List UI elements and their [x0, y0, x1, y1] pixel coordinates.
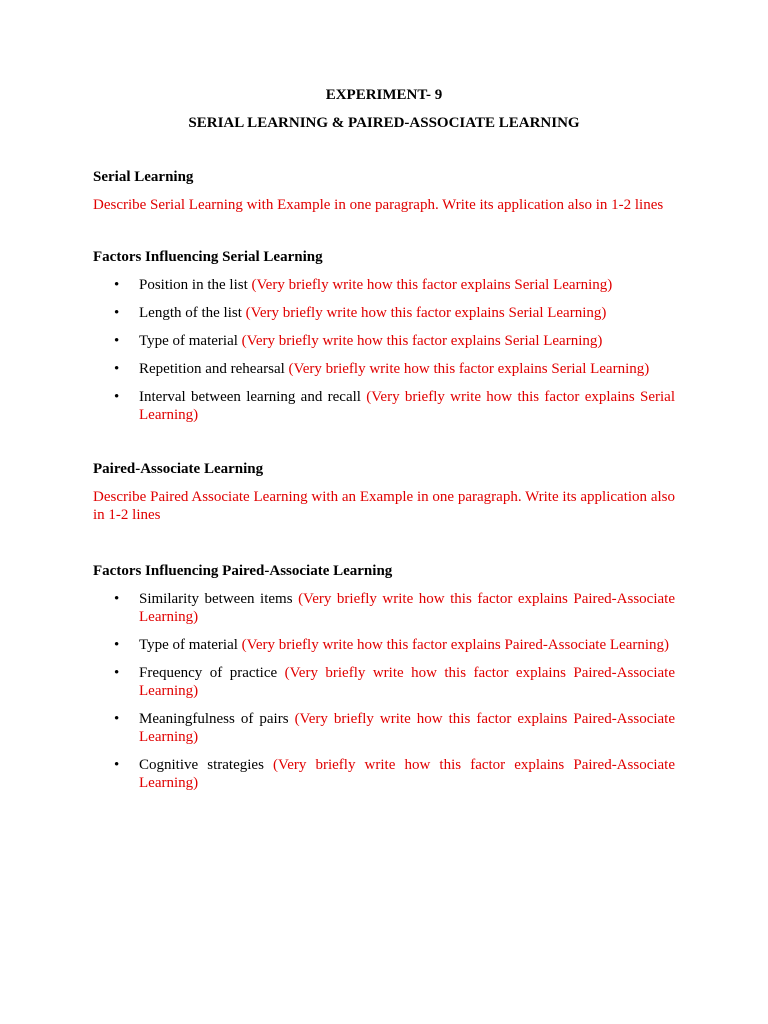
factor-label: Type of material: [139, 333, 238, 349]
list-item: [93, 388, 675, 424]
factor-note: (Very briefly write how this factor explains Paired-Associate Learning): [241, 637, 670, 653]
factor-label: Meaningfulness of pairs: [139, 711, 289, 727]
bullet-icon: •: [114, 637, 120, 653]
factor-note: (Very briefly write how this factor explains Paired-Associate Learning): [139, 757, 676, 791]
serial-factors-list: [93, 276, 675, 424]
bullet-icon: •: [114, 277, 120, 293]
paired-factors-list: [93, 590, 675, 792]
bullet-icon: •: [114, 711, 120, 727]
list-item: [93, 636, 675, 654]
factor-note: (Very briefly write how this factor explains Paired-Associate Learning): [139, 711, 675, 745]
paired-learning-prompt: Describe Paired Associate Learning with an Example in one paragraph. Write its application also in 1-2 lines: [93, 489, 675, 523]
list-item: [93, 360, 675, 378]
factor-note: (Very briefly write how this factor explains Serial Learning): [241, 333, 603, 349]
bullet-icon: •: [114, 333, 120, 349]
bullet-icon: •: [114, 389, 120, 405]
list-item: [93, 710, 675, 746]
factor-label: Cognitive strategies: [139, 757, 264, 773]
list-item: [93, 756, 675, 792]
factor-label: Similarity between items: [139, 591, 293, 607]
list-item: [93, 664, 675, 700]
list-item: [93, 276, 675, 294]
paired-learning-heading: Paired-Associate Learning: [93, 461, 264, 477]
bullet-icon: •: [114, 757, 120, 773]
factor-label: Repetition and rehearsal: [139, 361, 285, 377]
document-body: [93, 86, 675, 802]
list-item: [93, 332, 675, 350]
factor-label: Type of material: [139, 637, 238, 653]
list-item: [93, 304, 675, 322]
factor-note: (Very briefly write how this factor explains Serial Learning): [139, 389, 675, 423]
bullet-icon: •: [114, 591, 120, 607]
factor-note: (Very briefly write how this factor explains Paired-Associate Learning): [139, 665, 675, 699]
bullet-icon: •: [114, 305, 120, 321]
experiment-number: EXPERIMENT- 9: [325, 87, 443, 103]
factor-label: Position in the list: [139, 277, 248, 293]
document-title: SERIAL LEARNING & PAIRED-ASSOCIATE LEARNING: [188, 115, 580, 131]
bullet-icon: •: [114, 665, 120, 681]
factor-label: Interval between learning and recall: [139, 389, 361, 405]
factor-note: (Very briefly write how this factor explains Serial Learning): [251, 277, 613, 293]
factor-note: (Very briefly write how this factor explains Paired-Associate Learning): [139, 591, 675, 625]
bullet-icon: •: [114, 361, 120, 377]
serial-learning-heading: Serial Learning: [93, 169, 194, 185]
paired-factors-heading: Factors Influencing Paired-Associate Learning: [93, 563, 393, 579]
list-item: [93, 590, 675, 626]
serial-factors-heading: Factors Influencing Serial Learning: [93, 249, 323, 265]
factor-note: (Very briefly write how this factor explains Serial Learning): [245, 305, 607, 321]
factor-note: (Very briefly write how this factor explains Serial Learning): [288, 361, 650, 377]
serial-learning-prompt: Describe Serial Learning with Example in one paragraph. Write its application also in 1-2 lines: [93, 197, 664, 213]
factor-label: Frequency of practice: [139, 665, 278, 681]
factor-label: Length of the list: [139, 305, 242, 321]
